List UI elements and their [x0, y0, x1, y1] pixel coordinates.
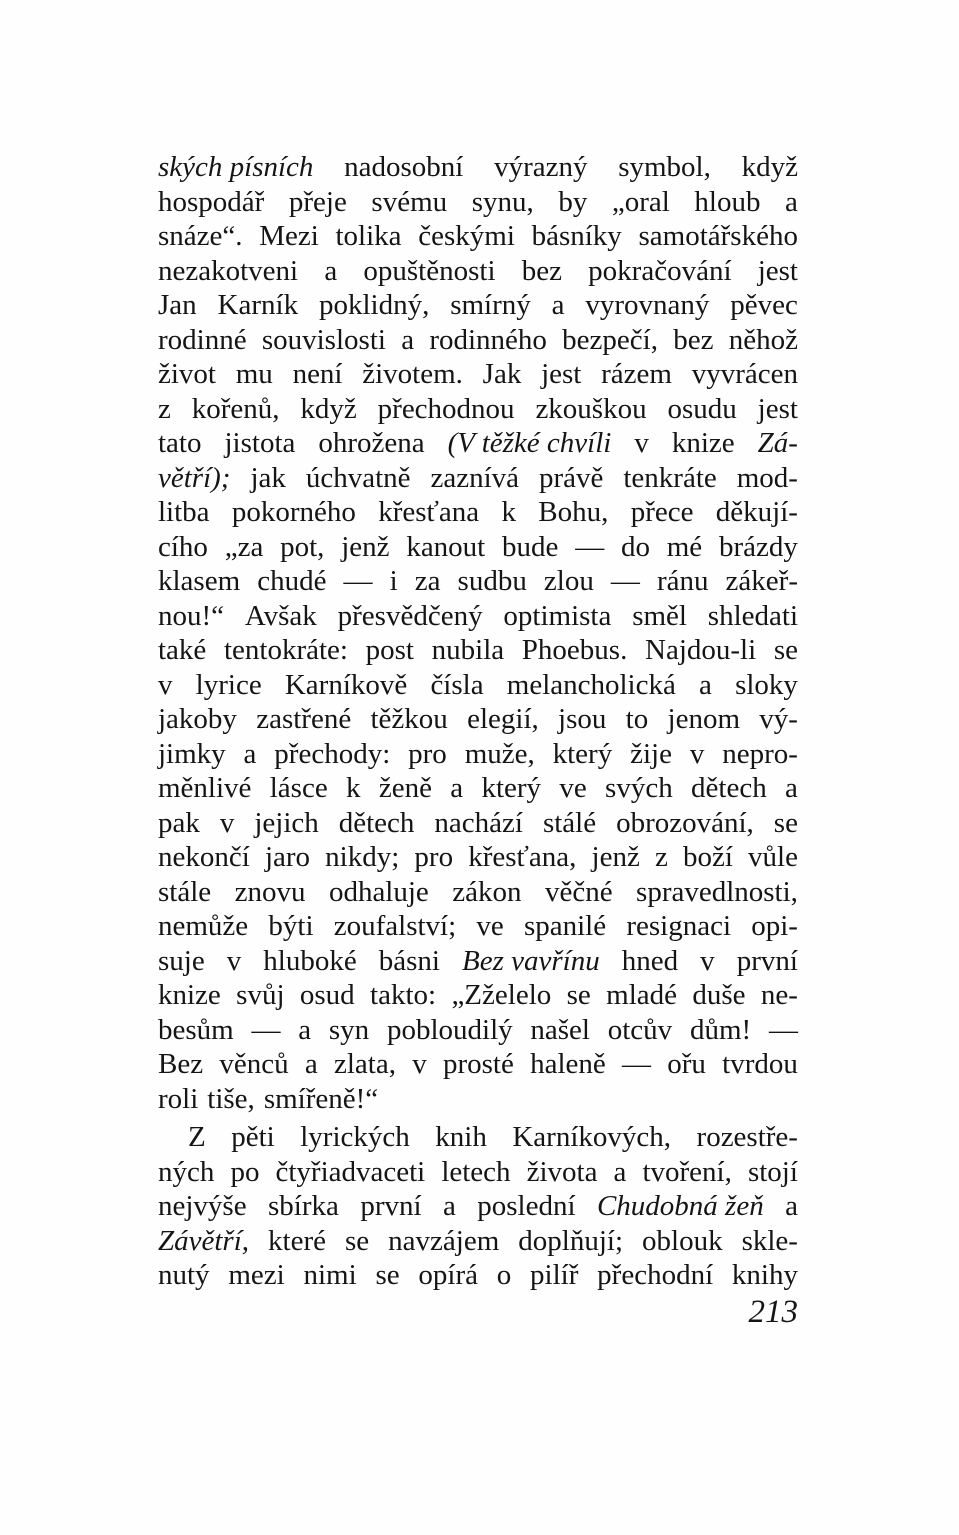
- word: zlata,: [333, 1048, 396, 1080]
- text-line: [158, 530, 798, 565]
- word: smírný: [450, 289, 531, 321]
- word: a: [613, 1155, 627, 1188]
- word: lyrických: [300, 1121, 410, 1153]
- text-line: [158, 771, 798, 806]
- word: muže,: [464, 737, 535, 770]
- word: v: [158, 668, 173, 701]
- word: spravedlnosti,: [636, 875, 798, 908]
- word: besům: [158, 1013, 234, 1046]
- word: „oral: [611, 185, 670, 218]
- word: po: [230, 1155, 260, 1188]
- word: tvoření,: [642, 1155, 732, 1188]
- word: směl: [632, 599, 687, 632]
- word: nubila: [431, 634, 505, 666]
- word: když: [741, 151, 798, 183]
- italic-word: větří);: [158, 461, 231, 494]
- word: Karníkových,: [512, 1121, 672, 1153]
- text-line: [158, 254, 798, 289]
- word: jenom: [667, 703, 741, 735]
- word: ohrožena: [318, 427, 425, 459]
- word: zlou: [543, 565, 594, 597]
- word: a: [785, 185, 798, 218]
- word: jak: [250, 461, 286, 494]
- word: mu: [235, 358, 273, 390]
- word: kořenů,: [191, 392, 280, 425]
- word: života: [526, 1155, 598, 1188]
- word: syn: [328, 1013, 370, 1046]
- word: se: [773, 634, 798, 666]
- word: první: [736, 944, 798, 977]
- word: obrozování,: [616, 806, 754, 839]
- word: jakoby: [158, 703, 237, 735]
- word: zoufalství;: [333, 910, 457, 942]
- italic-word: ských písních: [158, 151, 314, 183]
- word: mladé: [606, 979, 678, 1011]
- word: měnlivé: [158, 772, 252, 804]
- word: bezpečí,: [562, 323, 658, 356]
- word: se: [375, 1259, 400, 1291]
- word: rozestře-: [696, 1121, 798, 1153]
- word: svých: [605, 772, 673, 804]
- word: v: [700, 944, 715, 977]
- italic-word: Bez vavřínu: [462, 944, 600, 977]
- word: čísla: [430, 668, 484, 701]
- text-line: [158, 357, 798, 392]
- word: když: [300, 392, 357, 425]
- text-line: [158, 875, 798, 910]
- word: jaro: [264, 841, 311, 873]
- word: symbol,: [618, 151, 711, 183]
- word: opírá: [418, 1259, 478, 1291]
- word: českými: [418, 220, 515, 252]
- word: který: [552, 737, 613, 770]
- word: těžkou: [370, 703, 448, 735]
- word: Bohu,: [538, 496, 609, 528]
- word: v: [226, 944, 242, 977]
- word: pak: [158, 806, 200, 839]
- word: sudbu: [457, 565, 527, 597]
- word: Karníkově: [284, 668, 408, 701]
- word: brázdy: [718, 530, 798, 563]
- word: synu,: [471, 185, 534, 218]
- word: nutý: [158, 1259, 210, 1291]
- word: a: [699, 668, 712, 701]
- word: elegií,: [467, 703, 539, 735]
- word: ránu: [656, 565, 709, 597]
- text-line: [158, 633, 798, 668]
- word: —: [575, 530, 605, 563]
- word: básníky: [531, 220, 622, 252]
- word: mod-: [736, 461, 798, 494]
- word: ve: [476, 910, 504, 942]
- word: —: [343, 565, 373, 597]
- word: nachází: [434, 806, 523, 839]
- word: býti: [268, 910, 314, 942]
- word: tvrdou: [722, 1048, 798, 1080]
- word: ných: [158, 1155, 215, 1188]
- word: bez: [673, 323, 714, 356]
- word: suje: [158, 944, 205, 977]
- word: stále: [158, 875, 212, 908]
- text-line: [158, 1189, 798, 1224]
- text-line: [158, 1120, 798, 1155]
- word: osud: [299, 979, 355, 1011]
- text-line: [158, 219, 798, 254]
- word: o: [496, 1259, 512, 1291]
- word: mé: [666, 530, 703, 563]
- word: by: [558, 185, 588, 218]
- word: svůj: [236, 979, 285, 1011]
- text-line: [158, 1047, 798, 1082]
- word: chudé: [257, 565, 327, 597]
- word: dětech: [691, 772, 767, 804]
- word: křesťana: [378, 496, 480, 528]
- word: tentokráte:: [223, 634, 348, 666]
- word: „Zželelo: [451, 979, 552, 1011]
- text-line: [158, 978, 798, 1013]
- word: —: [610, 565, 640, 597]
- word: kanout: [406, 530, 486, 563]
- word: který: [481, 772, 542, 804]
- text-line: [158, 806, 798, 841]
- text-line: [158, 668, 798, 703]
- word: vyrovnaný: [585, 289, 710, 321]
- word: pro: [414, 841, 454, 873]
- word: Najdou-li: [645, 634, 757, 666]
- word: přece: [630, 496, 694, 528]
- word: výrazný: [494, 151, 588, 183]
- word: tenkráte: [623, 461, 717, 494]
- word: přeje: [288, 185, 347, 218]
- word: nejvýše: [158, 1190, 247, 1222]
- word: pro: [408, 737, 447, 770]
- word: jimky: [158, 737, 226, 770]
- word: knih: [435, 1121, 487, 1153]
- word: zkouškou: [535, 392, 647, 425]
- word: ženě: [378, 772, 432, 804]
- word: to: [625, 703, 649, 735]
- text-line: [158, 185, 798, 220]
- word: odhaluje: [328, 875, 429, 908]
- italic-word: Zá-: [757, 427, 798, 459]
- word: zaznívá: [430, 461, 520, 494]
- word: Avšak: [244, 599, 317, 632]
- word: se: [566, 979, 591, 1011]
- word: Mezi: [259, 220, 319, 252]
- word: jenž: [341, 530, 390, 563]
- word: jenž: [591, 841, 640, 873]
- word: ve: [559, 772, 587, 804]
- word: bude: [502, 530, 559, 563]
- word: snáze“.: [158, 220, 243, 252]
- word: opuštěnosti: [363, 254, 496, 287]
- word: hluboké: [263, 944, 357, 977]
- word: klasem: [158, 565, 241, 597]
- text-line: [158, 944, 798, 979]
- word: pobloudilý: [386, 1013, 513, 1046]
- word: knize: [671, 427, 735, 459]
- word: a: [324, 254, 338, 287]
- text-line: [158, 1155, 798, 1190]
- word: smířeně!“: [263, 1082, 379, 1115]
- word: mezi: [228, 1259, 285, 1291]
- word: a: [243, 737, 257, 770]
- word: z: [654, 841, 668, 873]
- word: a: [450, 772, 464, 804]
- word: svému: [371, 185, 448, 218]
- word: hloub: [694, 185, 761, 218]
- word: letech: [441, 1155, 511, 1188]
- word: lásce: [269, 772, 328, 804]
- word: pokorného: [231, 496, 356, 528]
- word: něhož: [728, 323, 798, 356]
- word: rázem: [601, 358, 672, 390]
- italic-word: Chudobná žeň: [596, 1190, 764, 1222]
- word: a: [304, 1048, 318, 1080]
- word: hned: [621, 944, 679, 977]
- word: nimi: [303, 1259, 357, 1291]
- text-line: [158, 1224, 798, 1259]
- body-text: [158, 150, 798, 1293]
- word: první: [360, 1190, 422, 1222]
- text-line: [158, 702, 798, 737]
- word: se: [773, 806, 798, 839]
- text-line: [158, 737, 798, 772]
- word: jest: [757, 392, 798, 425]
- word: do: [620, 530, 650, 563]
- word: život: [158, 358, 216, 390]
- word: Bez: [158, 1048, 204, 1080]
- word: se: [345, 1224, 370, 1257]
- text-line: [158, 288, 798, 323]
- word: duše: [692, 979, 746, 1011]
- word: optimista: [503, 599, 612, 632]
- word: pěvec: [730, 289, 798, 321]
- word: shledati: [707, 599, 798, 632]
- word: stojí: [747, 1155, 798, 1188]
- word: vyvrácen: [691, 358, 798, 390]
- word: nemůže: [158, 910, 249, 942]
- word: hospodář: [158, 185, 265, 218]
- word: dětech: [338, 806, 415, 839]
- word: vý-: [759, 703, 798, 735]
- word: haleně: [530, 1048, 606, 1080]
- word: dům!: [689, 1013, 752, 1046]
- word: resignaci: [626, 910, 732, 942]
- italic-word: Závětří,: [158, 1224, 250, 1257]
- word: znovu: [234, 875, 306, 908]
- word: opi-: [751, 910, 798, 942]
- word: Jan: [158, 289, 197, 321]
- text-line: [158, 599, 798, 634]
- word: nikdy;: [325, 841, 400, 873]
- word: cího: [158, 530, 208, 563]
- word: Z: [188, 1121, 206, 1153]
- word: i: [389, 565, 398, 597]
- word: jest: [541, 358, 582, 390]
- word: a: [785, 772, 798, 804]
- word: jejich: [254, 806, 319, 839]
- word: navzájem: [388, 1224, 500, 1257]
- word: prosté: [442, 1048, 514, 1080]
- word: životem.: [362, 358, 463, 390]
- word: z: [158, 392, 171, 425]
- word: a: [785, 1190, 798, 1222]
- word: úchvatně: [305, 461, 411, 494]
- word: litba: [158, 496, 210, 528]
- word: zastřené: [256, 703, 352, 735]
- word: sbírka: [268, 1190, 339, 1222]
- word: stálé: [542, 806, 597, 839]
- word: tato: [158, 427, 202, 459]
- word: za: [414, 565, 441, 597]
- text-line: [158, 564, 798, 599]
- word: Phoebus.: [521, 634, 628, 666]
- word: roli: [158, 1082, 199, 1115]
- text-line: [158, 461, 798, 496]
- word: pot,: [280, 530, 325, 563]
- word: poslední: [477, 1190, 576, 1222]
- word: post: [365, 634, 414, 666]
- text-line: [158, 323, 798, 358]
- word: zákon: [452, 875, 522, 908]
- word: přechodnou: [377, 392, 515, 425]
- word: věčné: [544, 875, 613, 908]
- word: nezakotveni: [158, 254, 299, 287]
- word: souvislosti: [261, 323, 386, 356]
- word: Karník: [217, 289, 299, 321]
- text-line: [158, 909, 798, 944]
- word: také: [158, 634, 207, 666]
- word: spanilé: [523, 910, 607, 942]
- word: jsou: [558, 703, 607, 735]
- word: sloky: [735, 668, 798, 701]
- text-line: [158, 1013, 798, 1048]
- word: nadosobní: [344, 151, 464, 183]
- word: a: [442, 1190, 456, 1222]
- word: děkují-: [715, 496, 798, 528]
- word: —: [251, 1013, 281, 1046]
- word: otcův: [607, 1013, 673, 1046]
- word: v: [412, 1048, 427, 1080]
- word: není: [292, 358, 343, 390]
- word: jest: [757, 254, 798, 287]
- word: zákeř-: [725, 565, 798, 597]
- word: pěti: [231, 1121, 275, 1153]
- word: bez: [521, 254, 562, 287]
- word: a: [551, 289, 565, 321]
- italic-word: (V těžké chvíli: [447, 427, 612, 459]
- word: osudu: [667, 392, 737, 425]
- word: pokračování: [588, 254, 732, 287]
- word: a: [298, 1013, 312, 1046]
- word: knihy: [731, 1259, 798, 1291]
- word: nepro-: [722, 737, 798, 770]
- word: ořu: [667, 1048, 706, 1080]
- word: přechodní: [597, 1259, 714, 1291]
- word: rodinného: [429, 323, 547, 356]
- word: Jak: [482, 358, 522, 390]
- word: k: [346, 772, 361, 804]
- word: právě: [539, 461, 604, 494]
- text-line: [158, 392, 798, 427]
- text-line: [158, 1082, 798, 1117]
- text-line: [158, 1258, 798, 1293]
- word: oblouk: [642, 1224, 723, 1257]
- word: rodinné: [158, 323, 247, 356]
- word: básni: [378, 944, 440, 977]
- text-line: [158, 495, 798, 530]
- word: našel: [530, 1013, 590, 1046]
- word: „za: [224, 530, 264, 563]
- word: nou!“: [158, 599, 225, 632]
- word: vůle: [748, 841, 798, 873]
- word: a: [401, 323, 415, 356]
- word: skle-: [741, 1224, 798, 1257]
- word: ne-: [760, 979, 798, 1011]
- word: nekončí: [158, 841, 250, 873]
- text-line: [158, 840, 798, 875]
- word: žije: [630, 737, 672, 770]
- word: poklidný,: [318, 289, 430, 321]
- word: jistota: [224, 427, 296, 459]
- word: lyrice: [195, 668, 262, 701]
- word: přesvědčený: [337, 599, 483, 632]
- word: pilíř: [530, 1259, 579, 1291]
- text-line: [158, 150, 798, 185]
- word: knize: [158, 979, 221, 1011]
- word: k: [501, 496, 516, 528]
- word: —: [622, 1048, 651, 1080]
- word: v: [634, 427, 649, 459]
- word: samotářského: [638, 220, 798, 252]
- word: křesťana,: [468, 841, 577, 873]
- word: —: [768, 1013, 798, 1046]
- word: boží: [682, 841, 733, 873]
- word: takto:: [370, 979, 437, 1011]
- word: melancholická: [506, 668, 676, 701]
- page-number: 213: [748, 1294, 798, 1330]
- word: přechody:: [274, 737, 391, 770]
- word: tolika: [335, 220, 402, 252]
- word: věnců: [219, 1048, 289, 1080]
- text-line: [158, 426, 798, 461]
- word: čtyřiadvaceti: [275, 1155, 426, 1188]
- word: které: [268, 1224, 326, 1257]
- word: v: [689, 737, 705, 770]
- word: doplňují;: [518, 1224, 624, 1257]
- word: tiše,: [207, 1082, 255, 1115]
- word: v: [219, 806, 235, 839]
